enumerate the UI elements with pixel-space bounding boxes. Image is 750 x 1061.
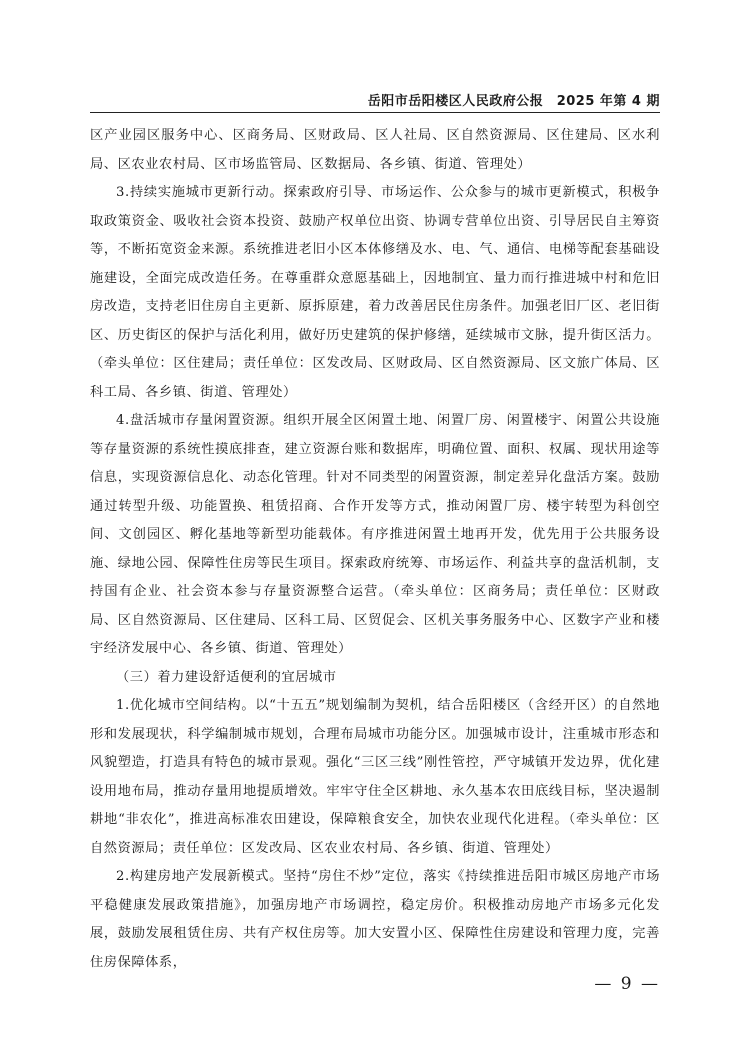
paragraph-real-estate: 2.构建房地产发展新模式。坚持“房住不炒”定位，落实《持续推进岳阳市城区房地产市场平稳健康发展政策措施》，加强房地产市场调控，稳定房价。积极推动房地产市场多元化发展，鼓励发展租赁住房、共有产权住房等。加大安置小区、保障性住房建设和管理力度，完善住房保障体系， xyxy=(90,869,660,970)
paragraph-continuation: 区产业园区服务中心、区商务局、区财政局、区人社局、区自然资源局、区住建局、区水利局、区农业农村局、区市场监管局、区数据局、各乡镇、街道、管理处） xyxy=(90,128,660,172)
paragraph-spatial-structure: 1.优化城市空间结构。以“十五五”规划编制为契机，结合岳阳楼区（含经开区）的自然地形和发展现状，科学编制城市规划，合理布局城市功能分区。加强城市设计，注重城市形态和风貌塑造，打造具有特色的城市景观。强化“三区三线”刚性管控，严守城镇开发边界，优化建设用地布局，推动存量用地提质增效。牢牢守住全区耕地、永久基本农田底线目标，坚决遏制耕地“非农化”，推进高标准农田建设，保障粮食安全，加快农业现代化进程。（牵头单位：区自然资源局；责任单位：区发改局、区农业农村局、各乡镇、街道、管理处） xyxy=(90,698,660,856)
paragraph-idle-resources: 4.盘活城市存量闲置资源。组织开展全区闲置土地、闲置厂房、闲置楼宇、闲置公共设施等存量资源的系统性摸底排查，建立资源台账和数据库，明确位置、面积、权属、现状用途等信息，实现资源信息化、动态化管理。针对不同类型的闲置资源，制定差异化盘活方案。鼓励通过转型升级、功能置换、租赁招商、合作开发等方式，推动闲置厂房、楼宇转型为科创空间、文创园区、孵化基地等新型功能载体。有序推进闲置土地再开发，优先用于公共服务设施、绿地公园、保障性住房等民生项目。探索政府统筹、市场运作、利益共享的盘活机制，支持国有企业、社会资本参与存量资源整合运营。（牵头单位：区商务局；责任单位：区财政局、区自然资源局、区住建局、区科工局、区贸促会、区机关事务服务中心、区数字产业和楼宇经济发展中心、各乡镇、街道、管理处） xyxy=(90,413,660,656)
paragraph-urban-renewal: 3.持续实施城市更新行动。探索政府引导、市场运作、公众参与的城市更新模式，积极争取政策资金、吸收社会资本投资、鼓励产权单位出资、协调专营单位出资、引导居民自主筹资等，不断拓宽资金来源。系统推进老旧小区本体修缮及水、电、气、通信、电梯等配套基础设施建设，全面完成改造任务。在尊重群众意愿基础上，因地制宜、量力而行推进城中村和危旧房改造，支持老旧住房自主更新、原拆原建，着力改善居民住房条件。加强老旧厂区、老旧街区、历史街区的保护与活化利用，做好历史建筑的保护修缮，延续城市文脉，提升街区活力。（牵头单位：区住建局；责任单位：区发改局、区财政局、区自然资源局、区文旅广体局、区科工局、各乡镇、街道、管理处） xyxy=(90,185,660,400)
section-heading: （三）着力建设舒适便利的宜居城市 xyxy=(116,669,337,685)
gazette-title: 岳阳市岳阳楼区人民政府公报 2025 年第 4 期 xyxy=(367,94,660,109)
page-header xyxy=(90,90,660,113)
document-body xyxy=(90,122,660,977)
page-number: — 9 — xyxy=(594,974,660,994)
